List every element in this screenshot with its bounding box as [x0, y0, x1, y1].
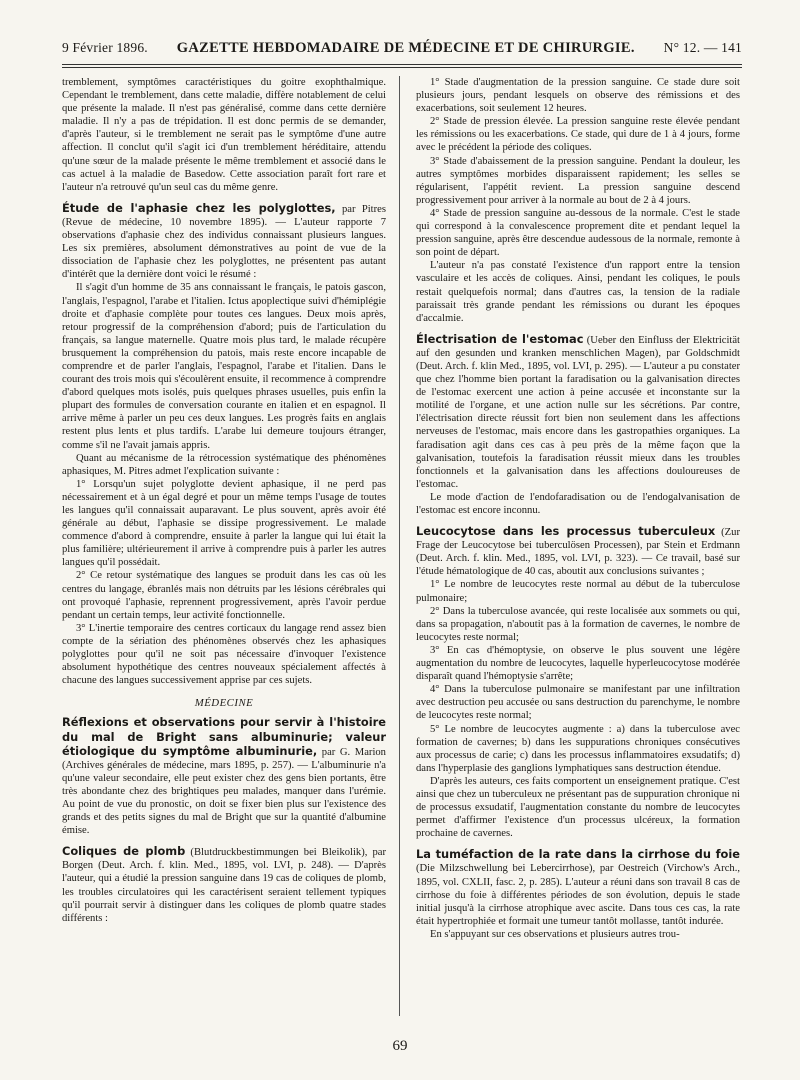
- article-title: Réflexions et observations pour servir à l'histoire du mal de Bright sans albuminurie; valeur étiologique du symptôme albuminurie,: [62, 715, 386, 758]
- article-bright: [62, 716, 386, 837]
- article-lead: (Die Milzschwellung bei Lebercirrhose), par Oestreich (Virchow's Arch., 1895, vol. CXLII, fasc. 2, p. 285). L'auteur a réuni dans son travail 8 cas de cirrhose du foie à différentes périodes de son évolution, depuis le stade initial jusqu'à la cirrhose atrophique avec ascite. Dans tous ces cas, la rate était hypertrophiée et formait une tumeur tantôt mollasse, tantôt indurée.: [416, 863, 740, 927]
- list-item: 5° Le nombre de leucocytes augmente : a) dans la tuberculose avec formation de cavernes; b) dans les suppurations chroniques consécutives aux processus de carie; c) dans les processus inflammatoires exsudatifs; d) dans l'hyperplasie des ganglions lymphatiques sans destruction étendue.: [416, 723, 740, 774]
- left-column: [62, 76, 386, 925]
- paragraph: Le mode d'action de l'endofaradisation ou de l'endogalvanisation de l'estomac est encore inconnu.: [416, 491, 740, 516]
- article-estomac: [416, 333, 740, 517]
- article-title: Électrisation de l'estomac: [416, 331, 584, 346]
- issue-number: N° 12. — 141: [663, 40, 742, 55]
- article-title: Coliques de plomb: [62, 844, 186, 859]
- list-item: 1° Le nombre de leucocytes reste normal au début de la tuberculose pulmonaire;: [416, 579, 740, 604]
- paragraph: D'après les auteurs, ces faits comportent un enseignement pratique. C'est ainsi que chez un tuberculeux ne présentant pas de suppuration chronique ni de processus exsudatif, l'augmentation constante du nombre de leucocytes permet d'affirmer l'existence d'un processus ulcéreux, la formation prochaine de cavernes.: [416, 775, 740, 840]
- article-title: La tuméfaction de la rate dans la cirrhose du foie: [416, 847, 740, 862]
- article-title: Leucocytose dans les processus tuberculeux: [416, 524, 716, 539]
- list-item: 2° Stade de pression élevée. La pression sanguine reste élevée pendant les rémissions ou les exacerbations. Ce stade, qui dure de 1 à 4 jours, forme avec le précédent la période des coliques.: [416, 116, 740, 154]
- article-lead: (Blutdruckbestimmungen bei Bleikolik), par Borgen (Deut. Arch. f. klin. Med., 1895, vol. LVI, p. 248). — D'après l'auteur, qui a étudié la pression sanguine dans 19 cas de coliques de plomb, les troubles circulatoires qui les caractérisent seraient tellement typiques qu'il pourrait servir à distinguer dans les coliques de plomb quatre stades différents :: [62, 847, 386, 924]
- list-item: 1° Lorsqu'un sujet polyglotte devient aphasique, il ne perd pas nécessairement et à un égal degré et pour un même temps l'usage de toutes les langues qu'il connaissait auparavant. Le plus souvent, après avoir été générale au début, l'aphasie se dissipe progressivement. Le malade commence d'abord à comprendre, ensuite à parler la langue qui lui était la plus familière; ultérieurement il arrive à comprendre puis à parler les autres langues qu'il possédait.: [62, 478, 386, 569]
- running-header: [62, 40, 742, 62]
- article-aphasie: [62, 202, 386, 687]
- paragraph: Quant au mécanisme de la rétrocession systématique des phénomènes aphasiques, M. Pitres admet l'explication suivante :: [62, 452, 386, 477]
- header-date: 9 Février 1896.: [62, 40, 148, 55]
- article-title: Étude de l'aphasie chez les polyglottes,: [62, 200, 336, 215]
- journal-title: GAZETTE HEBDOMADAIRE DE MÉDECINE ET DE CHIRURGIE.: [176, 40, 635, 56]
- article-leucocytose: [416, 525, 740, 840]
- list-item: 1° Stade d'augmentation de la pression sanguine. Ce stade dure soit plusieurs jours, pendant lesquels on observe des rémissions et des exacerbations, soit seulement 12 heures.: [416, 77, 740, 115]
- article-lead: par Pitres (Revue de médecine, 10 novembre 1895). — L'auteur rapporte 7 observations d'aphasie chez des individus connaissant plusieurs langues. Les six premières, absolument démonstratives au point de vue de la dissociation de l'aphasie chez les polyglottes, ne présentent pas autant d'intérêt que la dernière dont voici le résumé :: [62, 203, 386, 281]
- list-item: 4° Stade de pression sanguine au-dessous de la normale. C'est le stade qui correspond à la convalescence proprement dite et pendant lequel la pression sanguine, après être descendue audessous de la normale, remonte à son point de départ.: [416, 207, 740, 259]
- list-item: 3° L'inertie temporaire des centres corticaux du langage rend assez bien compte de la sériation des phénomènes observés chez les aphasiques polyglottes pour qu'il ne soit pas nécessaire d'invoquer l'existence absolument hypothétique des centres nouveaux spécialement affectés à chacune des langues successivement apprise par ces sujets.: [62, 622, 386, 687]
- list-item: 4° Dans la tuberculose pulmonaire se manifestant par une infiltration avec destruction peu accusée ou sans destruction du parenchyme, le nombre de leucocytes reste normal;: [416, 684, 740, 722]
- header-rule: [62, 64, 742, 68]
- paragraph: Il s'agit d'un homme de 35 ans connaissant le français, le patois gascon, l'anglais, l'espagnol, l'arabe et l'italien. Ictus apoplectique suivi d'hémiplégie droite et d'aphasie complète pour toutes ces langues. Deux mois après, retour progressif de la compréhension d'abord; puis de l'articulation du français, sa langue maternelle. Quatre mois plus tard, le malade récupère brusquement la compréhension du patois, mais reste encore incapable de comprendre et de parler l'anglais, l'espagnol, l'arabe et l'italien. Dans le courant des trois mois qui s'écoulèrent ensuite, il recommence à comprendre d'abord quelques mots isolés, puis quelques phrases usuelles, puis enfin la plupart des formules de conversation courante en italien et en espagnol. Il arrive même à parler un peu ces deux langues. Les progrès faits en anglais restent plus lents et plus tardifs. L'arabe lui demeure toujours étranger, comme s'il ne l'avait jamais appris.: [62, 282, 386, 451]
- list-item: 3° En cas d'hémoptysie, on observe le plus souvent une légère augmentation du nombre de leucocytes, laquelle hyperleucocytose modérée disparaît quand l'hémoptysie s'arrête;: [416, 644, 740, 683]
- right-column: [416, 76, 740, 941]
- section-heading: MÉDECINE: [194, 697, 254, 710]
- paragraph: L'auteur n'a pas constaté l'existence d'un rapport entre la tension vasculaire et les accès de coliques. Ainsi, pendant les coliques, le pouls restait quelquefois normal; dans d'autres cas, la tension de la radiale paraissait très grande pendant les rémissions ou durant les époques d'accalmie.: [416, 260, 740, 324]
- list-item: 3° Stade d'abaissement de la pression sanguine. Pendant la douleur, les autres symptômes morbides disparaissent rapidement; les selles se régularisent, l'appétit revient. La pression sanguine descend progressivement pour arriver à la normale au bout de 2 à 4 jours.: [416, 155, 740, 206]
- article-coliques: [62, 845, 386, 925]
- page-number: 69: [392, 1038, 408, 1054]
- paragraph: tremblement, symptômes caractéristiques du goitre exophthalmique. Cependant le tremblement, dans cette maladie, diffère notablement de celui que présente la malade. Il n'est pas généralisé, comme dans cette dernière maladie. Il n'y a pas de trépidation. Il est donc permis de se demander, d'après l'auteur, si le tremblement ne serait pas le symptôme d'une autre affection. Il conclut qu'il s'agit ici d'un tremblement héréditaire, attendu qu'une sœur de la malade présente le même tremblement et associé dans le cas actuel à la maladie de Basedow. Cette association paraît fort rare et l'auteur n'a retrouvé qu'un seul cas du même genre.: [62, 77, 386, 193]
- article-rate: [416, 848, 740, 941]
- article-lead: (Ueber den Einfluss der Elektricität auf den gesunden und kranken menschlichen Magen), par Goldschmidt (Deut. Arch. f. klin Med., 1895, vol. LVI, p. 295). — L'auteur a pu constater que chez l'homme bien portant la faradisation ou la galvanisation directes de l'estomac exercent une action à peine accusée et inconstante sur la motilité de l'organe, et une action nulle sur les sécrétions. Par contre, l'électrisation directe réussit fort bien non seulement dans les affections nerveuses de l'estomac, mais encore dans les gastropathies organiques. La faradisation agit dans ces cas à peu près de la même façon que la galvanisation, toutefois la faradisation réussit mieux dans les troubles fonctionnels et la galvanisation dans les affections douloureuses de l'estomac.: [416, 334, 741, 490]
- column-divider: [399, 76, 400, 1016]
- article-lead: par G. Marion (Archives générales de médecine, mars 1895, p. 257). — L'albuminurie n'a qu'une valeur secondaire, elle peut exister chez des gens bien portants, être très abondante chez des brightiques peu malades, manquer dans l'urémie. Au point de vue du pronostic, on doit se fixer bien plus sur l'existence des grands et des petits signes du mal de Bright que sur la quantité d'albumine émise.: [62, 746, 386, 837]
- paragraph: En s'appuyant sur ces observations et plusieurs autres trou-: [430, 928, 680, 940]
- list-item: 2° Dans la tuberculose avancée, qui reste localisée aux sommets ou qui, dans sa propagation, n'aboutit pas à la formation de cavernes, le nombre de leucocytes reste normal;: [416, 605, 740, 643]
- list-item: 2° Ce retour systématique des langues se produit dans les cas où les centres du langage, ébranlés mais non détruits par les lésions cérébrales qui ont provoqué l'aphasie, reprennent progressivement, après l'avoir perdue pendant un certain temps, leur activité fonctionnelle.: [62, 570, 386, 621]
- article-lead: (Zur Frage der Leucocytose bei tuberculösen Processen), par Stein et Erdmann (Deut. Arch. f. klin. Med., 1895, vol. LVI, p. 323). — Ce travail, basé sur l'étude hématologique de 40 cas, aboutit aux conclusions suivantes ;: [416, 527, 740, 578]
